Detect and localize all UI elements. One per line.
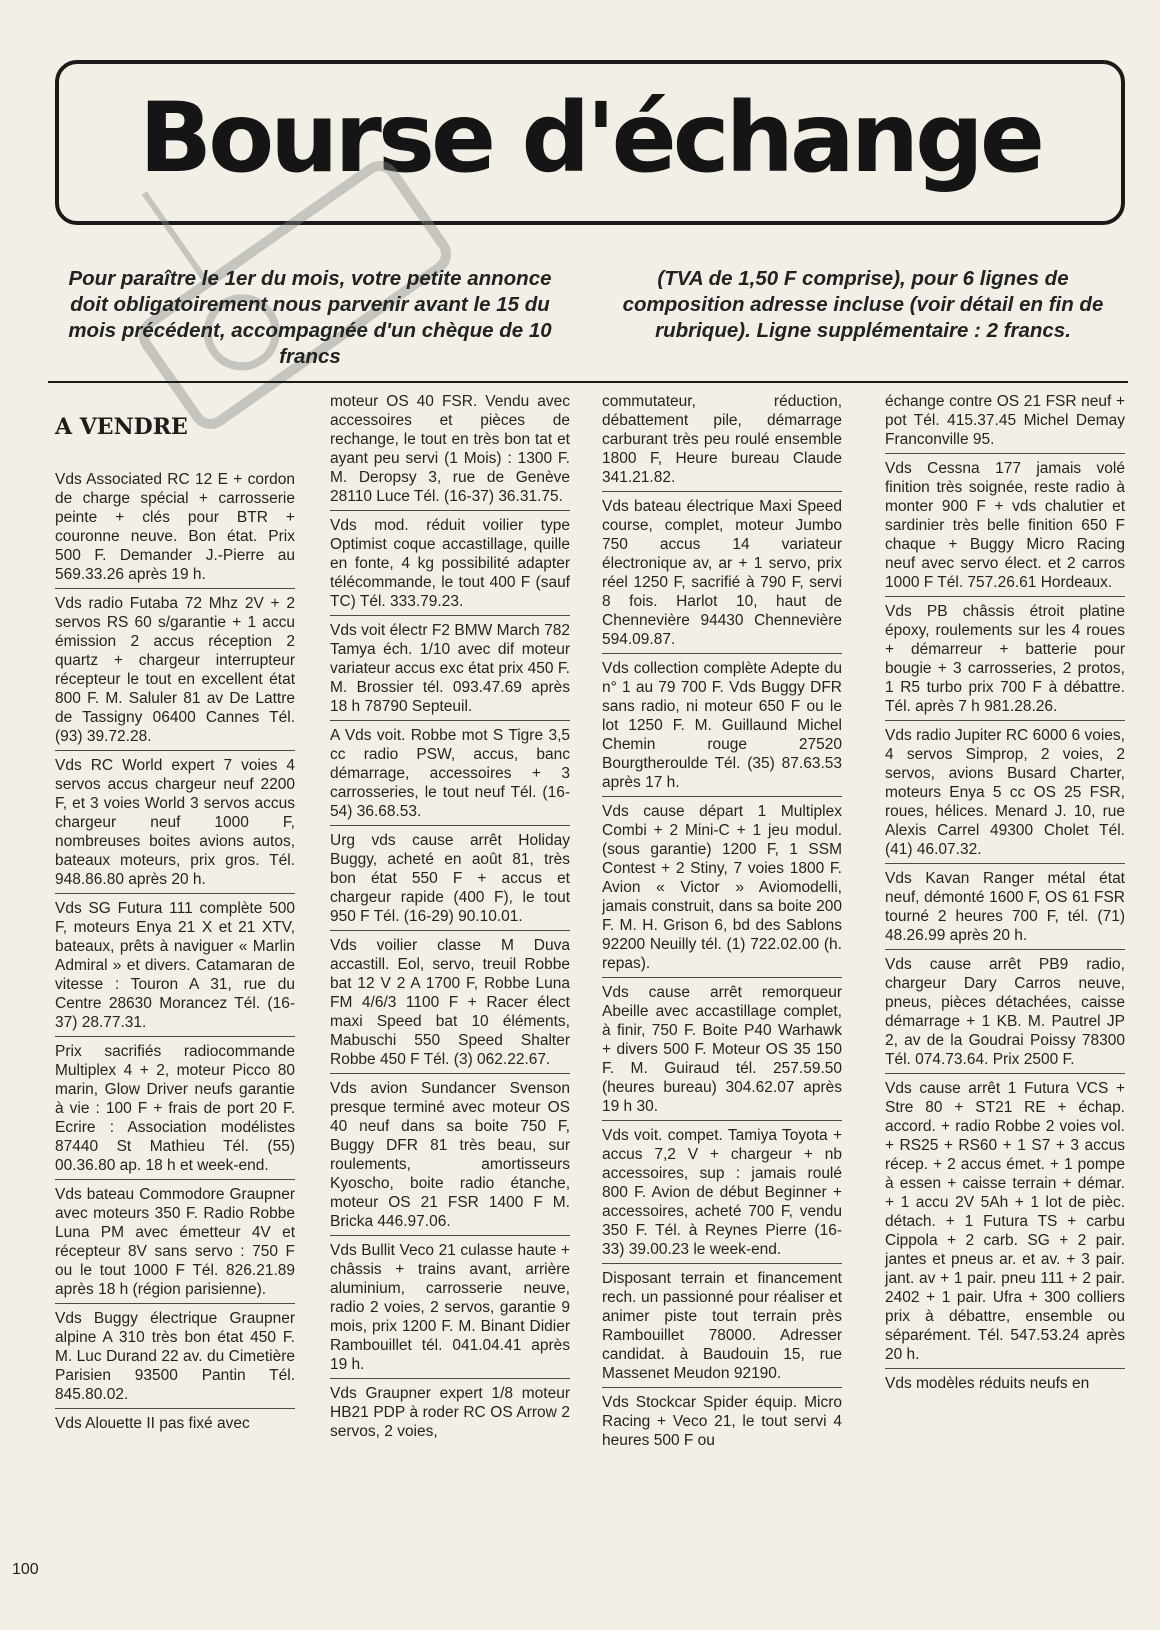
classified-ad: Vds bateau électrique Maxi Speed course, complet, moteur Jumbo 750 accus 14 variateur électronique av, ar + 1 servo, prix réel 1250 F, sacrifié à 790 F, servi 8 fois. Harlot 10, haut de Chennevière 94430 Chennevière 594.09.87.: [602, 497, 842, 654]
ads-column-2: [330, 392, 570, 1450]
ads-column-3: [602, 392, 842, 1459]
classified-ad: Vds Bullit Veco 21 culasse haute + châssis + trains avant, arrière aluminium, carrosserie neuve, radio 2 voies, 2 servos, garantie 9 mois, prix 1200 F. M. Binant Didier Rambouillet tél. 041.04.41 après 19 h.: [330, 1241, 570, 1379]
header-divider: [48, 381, 1128, 383]
classified-ad: Vds collection complète Adepte du n° 1 au 79 700 F. Vds Buggy DFR sans radio, ni moteur 650 F ou le lot 1250 F. M. Guillaund Michel Chemin rouge 27520 Bourgtheroulde Tél. (35) 87.63.53 après 17 h.: [602, 659, 842, 797]
classified-ad: Vds Alouette II pas fixé avec: [55, 1415, 250, 1432]
classified-ad: Vds Cessna 177 jamais volé finition très soignée, reste radio à monter 900 F + vds chalutier et sardinier très belle finition 650 F chaque + Buggy Micro Racing neuf avec servo élect. et 2 carros 1000 F Tél. 757.26.61 Hordeaux.: [885, 459, 1125, 597]
classified-ad: Vds radio Futaba 72 Mhz 2V + 2 servos RS 60 s/garantie + 1 accu émission 2 accus réception 2 quartz + chargeur interrupteur récepteur le tout en excellent état 800 F. M. Saluler 81 av De Lattre de Tassigny 06400 Cannes Tél. (93) 39.72.28.: [55, 594, 295, 751]
classified-ad: Vds voit. compet. Tamiya Toyota + accus 7,2 V + chargeur + nb accessoires, sup : jamais roulé 800 F. Avion de début Beginner + accessoires, acheté 700 F, vendu 350 F. Tél. à Reynes Pierre (16-33) 39.00.23 le week-end.: [602, 1126, 842, 1264]
classified-ad: Prix sacrifiés radiocommande Multiplex 4 + 2, moteur Picco 80 marin, Glow Driver neufs garantie à vie : 100 F + frais de port 20 F. Ecrire : Association modélistes 87440 St Mathieu Tél. (55) 00.36.80 ap. 18 h et week-end.: [55, 1042, 295, 1180]
classified-ad: Vds radio Jupiter RC 6000 6 voies, 4 servos Simprop, 2 voies, 2 servos, avions Busard Charter, moteurs Enya 5 cc OS 25 FSR, roues, hélices. Menard J. 10, rue Alexis Carrel 49300 Cholet Tél. (41) 46.07.32.: [885, 726, 1125, 864]
classified-ad: commutateur, réduction, débattement pile, démarrage carburant très peu roulé ensemble 1800 F, Heure bureau Claude 341.21.82.: [602, 392, 842, 492]
classified-ad: Vds voit électr F2 BMW March 782 Tamya éch. 1/10 avec dif moteur variateur accus exc état prix 450 F. M. Brossier tél. 093.47.69 après 18 h 78790 Septeuil.: [330, 621, 570, 721]
classified-ad: moteur OS 40 FSR. Vendu avec accessoires et pièces de rechange, le tout en très bon tat et ayant peu servi (1 Mois) : 1300 F. M. Deropsy 3, rue de Genève 28110 Luce Tél. (16-37) 36.31.75.: [330, 392, 570, 511]
classified-ad: Vds voilier classe M Duva accastill. Eol, servo, treuil Robbe bat 12 V 2 A 1700 F, Robbe Luna FM 4/6/3 1100 F + Racer élect maxi Speed bat 10 éléments, Mabuschi 550 Speed Shalter Robbe 450 F Tél. (3) 062.22.67.: [330, 936, 570, 1074]
section-heading: A VENDRE: [55, 414, 188, 440]
classified-ad: Vds bateau Commodore Graupner avec moteurs 350 F. Radio Robbe Luna PM avec émetteur 4V et récepteur 8V sans servo : 750 F ou le tout 1000 F Tél. 826.21.89 après 18 h (région parisienne).: [55, 1185, 295, 1304]
classified-ad: échange contre OS 21 FSR neuf + pot Tél. 415.37.45 Michel Demay Franconville 95.: [885, 392, 1125, 454]
classified-ad: Vds cause arrêt remorqueur Abeille avec accastillage complet, à finir, 750 F. Boite P40 Warhawk + divers 500 F. Moteur OS 35 150 F. M. Guiraud tél. 257.59.50 (heures bureau) 304.62.07 après 19 h 30.: [602, 983, 842, 1121]
ads-column-4: [885, 392, 1125, 1402]
ads-column-1: [55, 392, 295, 1442]
classified-ad: Vds modèles réduits neufs en: [885, 1375, 1090, 1392]
classified-ad: Urg vds cause arrêt Holiday Buggy, acheté en août 81, très bon état 550 F + accus et chargeur rapide (400 F), le tout 950 F Tél. (16-29) 90.10.01.: [330, 831, 570, 931]
classified-ad: Vds Buggy électrique Graupner alpine A 310 très bon état 450 F. M. Luc Durand 22 av. du Cimetière Parisien 93500 Pantin Tél. 845.80.02.: [55, 1309, 295, 1409]
classified-ad: Vds cause départ 1 Multiplex Combi + 2 Mini-C + 1 jeu modul. (sous garantie) 1200 F, 1 SSM Contest + 2 Stiny, 7 voies 1800 F. Avion « Victor » Aviomodelli, jamais construit, dans sa boite 200 F. M. H. Grison 6, bd des Sablons 92200 Neuilly tél. (1) 722.02.00 (h. repas).: [602, 802, 842, 978]
classified-ad: Vds cause arrêt 1 Futura VCS + Stre 80 + ST21 RE + échap. accord. + radio Robbe 2 voies vol. + RS25 + RS60 + 1 S7 + 3 accus récep. + 2 accus émet. + 1 pompe à essen + caisse terrain + démar. + 1 accu 2V 5Ah + 1 lot de pièc. détach. + 1 Futura TS + carbu Cippola + 2 carb. SG + 2 pair. jantes et pneus ar. et av. + 3 pair. jant. av + 1 pair. pneu 111 + 2 pair. 2402 + 1 pair. Ufra + 300 colliers prix à débattre, ensemble ou séparément. Tél. 547.53.24 après 20 h.: [885, 1079, 1125, 1369]
classified-ad: Vds PB châssis étroit platine époxy, roulements sur les 4 roues + démarreur + batterie pour bougie + 3 carrosseries, 2 protos, 1 R5 turbo prix 700 F à débattre. Tél. après 7 h 981.28.26.: [885, 602, 1125, 721]
classified-ad: Vds avion Sundancer Svenson presque terminé avec moteur OS 40 neuf dans sa boite 750 F, Buggy DFR 81 très beau, sur roulements, amortisseurs Kyoscho, boite radio étanche, moteur OS 21 FSR 1400 F M. Bricka 446.97.06.: [330, 1079, 570, 1236]
classified-ad: Vds mod. réduit voilier type Optimist coque accastillage, quille en fonte, 4 kg possibilité adapter télécommande, le tout 400 F (sauf TC) Tél. 333.79.23.: [330, 516, 570, 616]
classified-ad: Vds Associated RC 12 E + cordon de charge spécial + carrosserie peinte + clés pour BTR + couronne neuve. Bon état. Prix 500 F. Demander J.-Pierre au 569.33.26 après 19 h.: [55, 470, 295, 589]
classified-ad: A Vds voit. Robbe mot S Tigre 3,5 cc radio PSW, accus, banc démarrage, accessoires + 3 carrosseries, le tout neuf Tél. (16-54) 36.68.53.: [330, 726, 570, 826]
classified-ad: Vds RC World expert 7 voies 4 servos accus chargeur neuf 2200 F, et 3 voies World 3 servos accus chargeur neuf 1000 F, nombreuses boites avions autos, bateaux moteurs, prix gros. Tél. 948.86.80 après 20 h.: [55, 756, 295, 894]
classified-ad: Vds SG Futura 111 complète 500 F, moteurs Enya 21 X et 21 XTV, bateaux, prêts à naviguer « Marlin Admiral » et divers. Catamaran de vitesse : Touron A 31, rue du Centre 28630 Morancez Tél. (16-37) 28.77.31.: [55, 899, 295, 1037]
classified-ad: Disposant terrain et financement rech. un passionné pour réaliser et animer piste tout terrain près Rambouillet 78000. Adresser candidat. à Baudouin 15, rue Massenet Meudon 92190.: [602, 1269, 842, 1388]
classified-ad: Vds Kavan Ranger métal état neuf, démonté 1600 F, OS 61 FSR tourné 2 heures 700 F, tél. (71) 48.26.99 après 20 h.: [885, 869, 1125, 950]
title-frame: [55, 60, 1125, 225]
classified-ad: Vds Stockcar Spider équip. Micro Racing + Veco 21, le tout servi 4 heures 500 F ou: [602, 1394, 842, 1449]
classified-ad: Vds cause arrêt PB9 radio, chargeur Dary Carros neuve, pneus, pièces détachées, caisse démarrage + 1 KB. M. Pautrel JP 2, av de la Goudrai Poissy 78300 Tél. 074.73.64. Prix 2500 F.: [885, 955, 1125, 1074]
page-title: Bourse d'échange: [139, 81, 1041, 194]
classified-ad: Vds Graupner expert 1/8 moteur HB21 PDP à roder RC OS Arrow 2 servos, 2 voies,: [330, 1385, 570, 1440]
intro-text-right: (TVA de 1,50 F comprise), pour 6 lignes de composition adresse incluse (voir détail en fin de rubrique). Ligne supplémentaire : 2 francs.: [622, 267, 1104, 342]
intro-text-left: Pour paraître le 1er du mois, votre petite annonce doit obligatoirement nous parvenir avant le 15 du mois précédent, accompagnée d'un chèque de 10 francs: [68, 267, 552, 368]
page-number: 100: [12, 1561, 39, 1578]
